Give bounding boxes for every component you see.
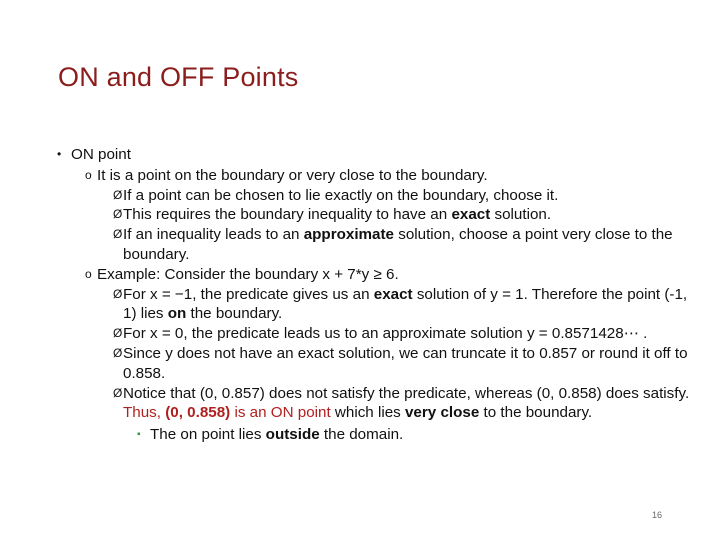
text: which lies: [330, 404, 405, 422]
bullet-ex1: [57, 285, 697, 325]
bullet-on-point: [57, 145, 697, 165]
text: solution.: [490, 206, 552, 224]
text-bold: outside: [265, 426, 320, 444]
bullet-text: For x = 0, the predicate leads us to an approximate solution y = 0.8571428⋯ .: [123, 325, 648, 343]
bullet-marker: •: [57, 147, 62, 161]
bullet-ex2: [57, 324, 697, 344]
bullet-ex4: [57, 384, 697, 424]
bullet-marker: Ø: [113, 385, 123, 400]
bullet-marker: o: [85, 167, 92, 182]
text: solution, choose a point very close to the boundary.: [123, 226, 673, 263]
page-number: 16: [652, 510, 663, 520]
bullet-text: Since y does not have an exact solution, we can truncate it to 0.857 or round it off to 0.858.: [123, 344, 688, 382]
bullet-text: It is a point on the boundary or very close to the boundary.: [97, 166, 488, 184]
bullet-definition: [57, 166, 697, 186]
text-bold: on: [167, 305, 187, 323]
text-red: is an: [230, 404, 271, 422]
text-red: Thus,: [123, 404, 166, 422]
text-bold: exact: [451, 206, 491, 224]
bullet-outside: [57, 425, 697, 445]
slide-content: [57, 145, 697, 445]
bullet-text: If a point can be chosen to lie exactly on the boundary, choose it.: [123, 186, 559, 204]
bullet-sub2: [57, 205, 697, 225]
text: Notice that (0, 0.857) does not satisfy the predicate, whereas (0, 0.858) does satisfy.: [123, 384, 690, 402]
bullet-text: ON point: [71, 146, 131, 163]
bullet-sub1: [57, 186, 697, 206]
text: This requires the boundary inequality to have an: [123, 206, 452, 224]
text-red-bold: (0, 0.858): [165, 404, 231, 422]
bullet-ex3: [57, 344, 697, 384]
text: The on point lies: [150, 426, 266, 444]
bullet-marker: Ø: [113, 345, 123, 360]
bullet-marker: o: [85, 266, 92, 281]
text: If an inequality leads to an: [123, 226, 304, 244]
bullet-marker: Ø: [113, 207, 123, 222]
slide-title: ON and OFF Points: [58, 62, 299, 92]
text-bold: approximate: [303, 226, 394, 244]
text: the domain.: [319, 426, 404, 444]
bullet-example: [57, 265, 697, 285]
text: solution of y = 1. Therefore the point (-1, 1) lies: [123, 285, 688, 323]
bullet-marker: Ø: [113, 326, 123, 341]
text: For x = −1, the predicate gives us an: [123, 285, 374, 303]
text-bold: very close: [404, 404, 480, 422]
text-red: ON point: [270, 404, 331, 422]
bullet-text: Example: Consider the boundary x + 7*y ≥ 6.: [97, 265, 399, 283]
bullet-marker: Ø: [113, 286, 123, 301]
text-bold: exact: [373, 285, 413, 303]
bullet-sub3: [57, 225, 697, 265]
square-bullet-icon: ▪: [137, 429, 141, 441]
bullet-marker: Ø: [113, 187, 123, 202]
text: the boundary.: [186, 305, 283, 323]
text: to the boundary.: [479, 404, 593, 422]
bullet-marker: Ø: [113, 227, 123, 242]
